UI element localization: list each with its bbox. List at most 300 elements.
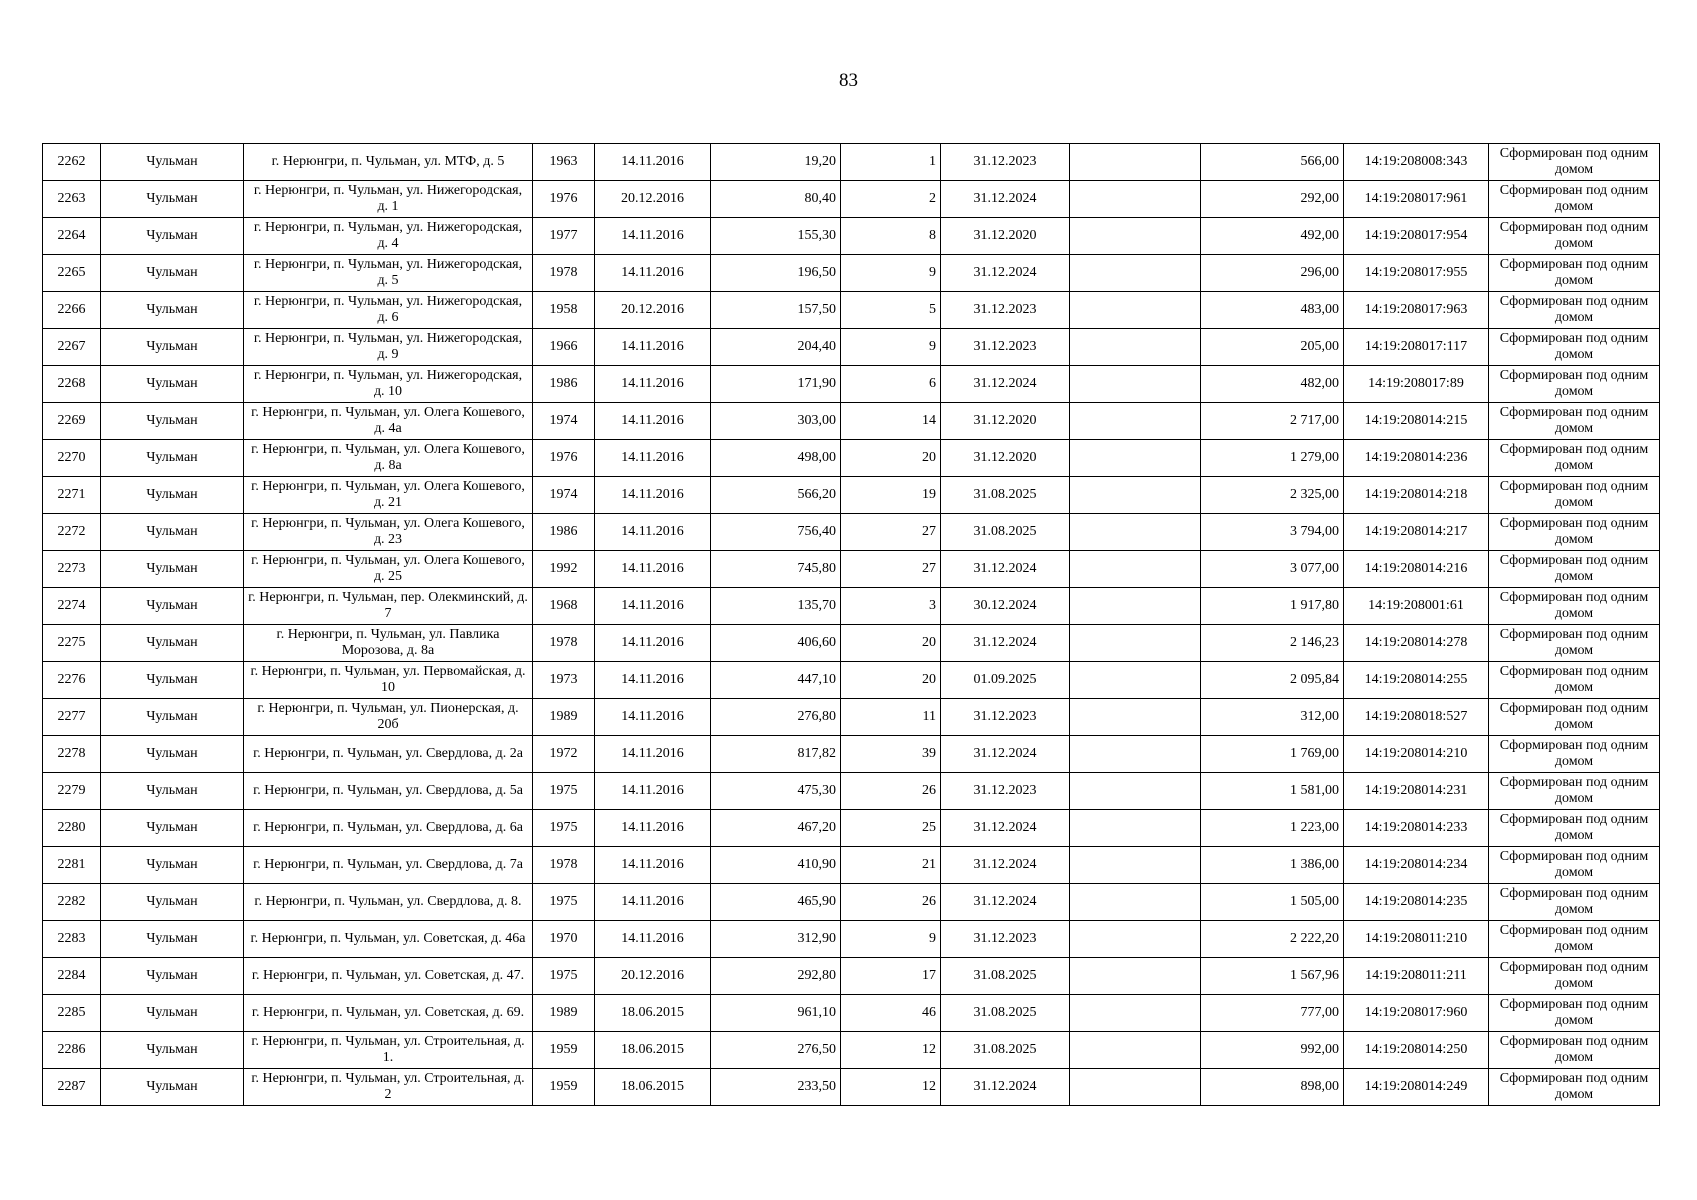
count-cell: 8	[841, 218, 941, 255]
deadline-cell: 31.08.2025	[941, 514, 1070, 551]
count-cell: 20	[841, 625, 941, 662]
cadastral-number-cell: 14:19:208011:210	[1344, 921, 1489, 958]
status-cell: Сформирован под одним домом	[1489, 995, 1660, 1032]
cadastral-number-cell: 14:19:208017:117	[1344, 329, 1489, 366]
empty-cell	[1070, 366, 1201, 403]
area-cell: 447,10	[711, 662, 841, 699]
settlement-cell: Чульман	[101, 144, 244, 181]
amount-cell: 1 769,00	[1201, 736, 1344, 773]
area-cell: 80,40	[711, 181, 841, 218]
amount-cell: 2 095,84	[1201, 662, 1344, 699]
area-cell: 312,90	[711, 921, 841, 958]
settlement-cell: Чульман	[101, 773, 244, 810]
empty-cell	[1070, 181, 1201, 218]
address-cell: г. Нерюнгри, п. Чульман, ул. Свердлова, д. 5а	[244, 773, 533, 810]
amount-cell: 1 917,80	[1201, 588, 1344, 625]
year-cell: 1986	[533, 514, 595, 551]
count-cell: 20	[841, 440, 941, 477]
settlement-cell: Чульман	[101, 625, 244, 662]
amount-cell: 1 386,00	[1201, 847, 1344, 884]
status-cell: Сформирован под одним домом	[1489, 1069, 1660, 1106]
amount-cell: 992,00	[1201, 1032, 1344, 1069]
date-cell: 14.11.2016	[595, 403, 711, 440]
cadastral-number-cell: 14:19:208014:235	[1344, 884, 1489, 921]
count-cell: 14	[841, 403, 941, 440]
count-cell: 21	[841, 847, 941, 884]
table-row	[43, 773, 1660, 810]
date-cell: 14.11.2016	[595, 255, 711, 292]
table-row	[43, 588, 1660, 625]
settlement-cell: Чульман	[101, 810, 244, 847]
year-cell: 1959	[533, 1069, 595, 1106]
status-cell: Сформирован под одним домом	[1489, 403, 1660, 440]
area-cell: 19,20	[711, 144, 841, 181]
deadline-cell: 31.08.2025	[941, 477, 1070, 514]
deadline-cell: 31.12.2024	[941, 847, 1070, 884]
year-cell: 1976	[533, 181, 595, 218]
cadastral-number-cell: 14:19:208008:343	[1344, 144, 1489, 181]
area-cell: 233,50	[711, 1069, 841, 1106]
count-cell: 26	[841, 884, 941, 921]
status-cell: Сформирован под одним домом	[1489, 366, 1660, 403]
area-cell: 292,80	[711, 958, 841, 995]
status-cell: Сформирован под одним домом	[1489, 218, 1660, 255]
deadline-cell: 31.12.2024	[941, 181, 1070, 218]
table-row	[43, 736, 1660, 773]
area-cell: 157,50	[711, 292, 841, 329]
table-row	[43, 551, 1660, 588]
table-row	[43, 810, 1660, 847]
cadastral-number-cell: 14:19:208014:217	[1344, 514, 1489, 551]
year-cell: 1958	[533, 292, 595, 329]
status-cell: Сформирован под одним домом	[1489, 773, 1660, 810]
status-cell: Сформирован под одним домом	[1489, 847, 1660, 884]
settlement-cell: Чульман	[101, 736, 244, 773]
address-cell: г. Нерюнгри, п. Чульман, ул. Советская, д. 69.	[244, 995, 533, 1032]
area-cell: 745,80	[711, 551, 841, 588]
status-cell: Сформирован под одним домом	[1489, 699, 1660, 736]
table-row	[43, 329, 1660, 366]
empty-cell	[1070, 699, 1201, 736]
date-cell: 20.12.2016	[595, 958, 711, 995]
deadline-cell: 31.12.2023	[941, 292, 1070, 329]
settlement-cell: Чульман	[101, 329, 244, 366]
empty-cell	[1070, 218, 1201, 255]
table-row	[43, 1032, 1660, 1069]
date-cell: 14.11.2016	[595, 847, 711, 884]
status-cell: Сформирован под одним домом	[1489, 588, 1660, 625]
settlement-cell: Чульман	[101, 884, 244, 921]
count-cell: 25	[841, 810, 941, 847]
settlement-cell: Чульман	[101, 995, 244, 1032]
deadline-cell: 31.12.2024	[941, 736, 1070, 773]
address-cell: г. Нерюнгри, п. Чульман, пер. Олекминский, д. 7	[244, 588, 533, 625]
amount-cell: 2 717,00	[1201, 403, 1344, 440]
row-number-cell: 2286	[43, 1032, 101, 1069]
row-number-cell: 2277	[43, 699, 101, 736]
status-cell: Сформирован под одним домом	[1489, 662, 1660, 699]
year-cell: 1977	[533, 218, 595, 255]
table-row	[43, 921, 1660, 958]
address-cell: г. Нерюнгри, п. Чульман, ул. Советская, д. 47.	[244, 958, 533, 995]
page-number: 83	[839, 70, 858, 91]
empty-cell	[1070, 995, 1201, 1032]
settlement-cell: Чульман	[101, 1069, 244, 1106]
year-cell: 1978	[533, 847, 595, 884]
empty-cell	[1070, 588, 1201, 625]
amount-cell: 205,00	[1201, 329, 1344, 366]
deadline-cell: 01.09.2025	[941, 662, 1070, 699]
row-number-cell: 2268	[43, 366, 101, 403]
empty-cell	[1070, 292, 1201, 329]
count-cell: 46	[841, 995, 941, 1032]
count-cell: 9	[841, 921, 941, 958]
date-cell: 14.11.2016	[595, 921, 711, 958]
count-cell: 11	[841, 699, 941, 736]
settlement-cell: Чульман	[101, 218, 244, 255]
cadastral-number-cell: 14:19:208014:210	[1344, 736, 1489, 773]
deadline-cell: 31.12.2020	[941, 403, 1070, 440]
year-cell: 1975	[533, 773, 595, 810]
cadastral-number-cell: 14:19:208017:89	[1344, 366, 1489, 403]
settlement-cell: Чульман	[101, 366, 244, 403]
area-cell: 196,50	[711, 255, 841, 292]
year-cell: 1966	[533, 329, 595, 366]
cadastral-number-cell: 14:19:208017:955	[1344, 255, 1489, 292]
address-cell: г. Нерюнгри, п. Чульман, ул. Павлика Морозова, д. 8а	[244, 625, 533, 662]
cadastral-number-cell: 14:19:208014:249	[1344, 1069, 1489, 1106]
status-cell: Сформирован под одним домом	[1489, 1032, 1660, 1069]
empty-cell	[1070, 958, 1201, 995]
cadastral-number-cell: 14:19:208017:954	[1344, 218, 1489, 255]
settlement-cell: Чульман	[101, 181, 244, 218]
settlement-cell: Чульман	[101, 477, 244, 514]
table-row	[43, 995, 1660, 1032]
address-cell: г. Нерюнгри, п. Чульман, ул. Нижегородская, д. 4	[244, 218, 533, 255]
area-cell: 475,30	[711, 773, 841, 810]
count-cell: 27	[841, 551, 941, 588]
status-cell: Сформирован под одним домом	[1489, 958, 1660, 995]
empty-cell	[1070, 255, 1201, 292]
deadline-cell: 31.08.2025	[941, 1032, 1070, 1069]
year-cell: 1973	[533, 662, 595, 699]
empty-cell	[1070, 1032, 1201, 1069]
settlement-cell: Чульман	[101, 440, 244, 477]
count-cell: 2	[841, 181, 941, 218]
year-cell: 1974	[533, 403, 595, 440]
settlement-cell: Чульман	[101, 551, 244, 588]
row-number-cell: 2282	[43, 884, 101, 921]
settlement-cell: Чульман	[101, 255, 244, 292]
row-number-cell: 2284	[43, 958, 101, 995]
deadline-cell: 31.12.2024	[941, 625, 1070, 662]
address-cell: г. Нерюнгри, п. Чульман, ул. Первомайская, д. 10	[244, 662, 533, 699]
amount-cell: 2 146,23	[1201, 625, 1344, 662]
cadastral-number-cell: 14:19:208017:963	[1344, 292, 1489, 329]
cadastral-number-cell: 14:19:208001:61	[1344, 588, 1489, 625]
address-cell: г. Нерюнгри, п. Чульман, ул. Олега Кошевого, д. 25	[244, 551, 533, 588]
empty-cell	[1070, 551, 1201, 588]
settlement-cell: Чульман	[101, 662, 244, 699]
year-cell: 1978	[533, 625, 595, 662]
address-cell: г. Нерюнгри, п. Чульман, ул. Свердлова, д. 7а	[244, 847, 533, 884]
cadastral-number-cell: 14:19:208014:216	[1344, 551, 1489, 588]
cadastral-number-cell: 14:19:208014:233	[1344, 810, 1489, 847]
table-row	[43, 958, 1660, 995]
address-cell: г. Нерюнгри, п. Чульман, ул. Строительная, д. 2	[244, 1069, 533, 1106]
date-cell: 14.11.2016	[595, 884, 711, 921]
empty-cell	[1070, 625, 1201, 662]
year-cell: 1959	[533, 1032, 595, 1069]
area-cell: 498,00	[711, 440, 841, 477]
cadastral-number-cell: 14:19:208017:960	[1344, 995, 1489, 1032]
row-number-cell: 2276	[43, 662, 101, 699]
row-number-cell: 2269	[43, 403, 101, 440]
year-cell: 1989	[533, 995, 595, 1032]
empty-cell	[1070, 773, 1201, 810]
area-cell: 276,50	[711, 1032, 841, 1069]
status-cell: Сформирован под одним домом	[1489, 514, 1660, 551]
date-cell: 14.11.2016	[595, 699, 711, 736]
deadline-cell: 31.12.2024	[941, 366, 1070, 403]
cadastral-number-cell: 14:19:208014:215	[1344, 403, 1489, 440]
row-number-cell: 2280	[43, 810, 101, 847]
date-cell: 14.11.2016	[595, 440, 711, 477]
settlement-cell: Чульман	[101, 588, 244, 625]
year-cell: 1963	[533, 144, 595, 181]
area-cell: 303,00	[711, 403, 841, 440]
deadline-cell: 31.12.2020	[941, 440, 1070, 477]
empty-cell	[1070, 477, 1201, 514]
empty-cell	[1070, 1069, 1201, 1106]
table-row	[43, 181, 1660, 218]
year-cell: 1975	[533, 958, 595, 995]
cadastral-number-cell: 14:19:208011:211	[1344, 958, 1489, 995]
deadline-cell: 31.12.2023	[941, 699, 1070, 736]
date-cell: 14.11.2016	[595, 477, 711, 514]
row-number-cell: 2274	[43, 588, 101, 625]
row-number-cell: 2279	[43, 773, 101, 810]
amount-cell: 292,00	[1201, 181, 1344, 218]
year-cell: 1975	[533, 884, 595, 921]
year-cell: 1972	[533, 736, 595, 773]
row-number-cell: 2266	[43, 292, 101, 329]
deadline-cell: 31.12.2024	[941, 551, 1070, 588]
year-cell: 1976	[533, 440, 595, 477]
area-cell: 204,40	[711, 329, 841, 366]
empty-cell	[1070, 514, 1201, 551]
table-row	[43, 477, 1660, 514]
cadastral-number-cell: 14:19:208014:255	[1344, 662, 1489, 699]
area-cell: 171,90	[711, 366, 841, 403]
count-cell: 19	[841, 477, 941, 514]
area-cell: 406,60	[711, 625, 841, 662]
deadline-cell: 31.12.2024	[941, 1069, 1070, 1106]
count-cell: 9	[841, 255, 941, 292]
date-cell: 14.11.2016	[595, 625, 711, 662]
year-cell: 1974	[533, 477, 595, 514]
date-cell: 14.11.2016	[595, 329, 711, 366]
deadline-cell: 31.12.2024	[941, 255, 1070, 292]
address-cell: г. Нерюнгри, п. Чульман, ул. Свердлова, д. 6а	[244, 810, 533, 847]
row-number-cell: 2267	[43, 329, 101, 366]
amount-cell: 1 567,96	[1201, 958, 1344, 995]
cadastral-number-cell: 14:19:208017:961	[1344, 181, 1489, 218]
status-cell: Сформирован под одним домом	[1489, 440, 1660, 477]
cadastral-number-cell: 14:19:208014:234	[1344, 847, 1489, 884]
date-cell: 14.11.2016	[595, 144, 711, 181]
count-cell: 9	[841, 329, 941, 366]
deadline-cell: 31.08.2025	[941, 958, 1070, 995]
table-row	[43, 884, 1660, 921]
area-cell: 566,20	[711, 477, 841, 514]
address-cell: г. Нерюнгри, п. Чульман, ул. Нижегородская, д. 9	[244, 329, 533, 366]
deadline-cell: 31.12.2023	[941, 144, 1070, 181]
housing-registry-table	[42, 143, 1660, 1106]
area-cell: 756,40	[711, 514, 841, 551]
count-cell: 12	[841, 1069, 941, 1106]
amount-cell: 312,00	[1201, 699, 1344, 736]
area-cell: 410,90	[711, 847, 841, 884]
address-cell: г. Нерюнгри, п. Чульман, ул. Строительная, д. 1.	[244, 1032, 533, 1069]
row-number-cell: 2273	[43, 551, 101, 588]
empty-cell	[1070, 810, 1201, 847]
table-row	[43, 662, 1660, 699]
status-cell: Сформирован под одним домом	[1489, 884, 1660, 921]
status-cell: Сформирован под одним домом	[1489, 810, 1660, 847]
row-number-cell: 2262	[43, 144, 101, 181]
amount-cell: 1 223,00	[1201, 810, 1344, 847]
row-number-cell: 2281	[43, 847, 101, 884]
empty-cell	[1070, 884, 1201, 921]
status-cell: Сформирован под одним домом	[1489, 292, 1660, 329]
address-cell: г. Нерюнгри, п. Чульман, ул. Олега Кошевого, д. 23	[244, 514, 533, 551]
status-cell: Сформирован под одним домом	[1489, 921, 1660, 958]
area-cell: 467,20	[711, 810, 841, 847]
table-body	[43, 144, 1660, 1106]
status-cell: Сформирован под одним домом	[1489, 255, 1660, 292]
settlement-cell: Чульман	[101, 1032, 244, 1069]
status-cell: Сформирован под одним домом	[1489, 736, 1660, 773]
cadastral-number-cell: 14:19:208014:250	[1344, 1032, 1489, 1069]
deadline-cell: 30.12.2024	[941, 588, 1070, 625]
date-cell: 14.11.2016	[595, 366, 711, 403]
date-cell: 14.11.2016	[595, 810, 711, 847]
amount-cell: 482,00	[1201, 366, 1344, 403]
settlement-cell: Чульман	[101, 958, 244, 995]
address-cell: г. Нерюнгри, п. Чульман, ул. Свердлова, д. 2а	[244, 736, 533, 773]
year-cell: 1978	[533, 255, 595, 292]
count-cell: 27	[841, 514, 941, 551]
address-cell: г. Нерюнгри, п. Чульман, ул. Советская, д. 46а	[244, 921, 533, 958]
table-row	[43, 514, 1660, 551]
cadastral-number-cell: 14:19:208014:236	[1344, 440, 1489, 477]
table-row	[43, 255, 1660, 292]
area-cell: 961,10	[711, 995, 841, 1032]
settlement-cell: Чульман	[101, 514, 244, 551]
row-number-cell: 2275	[43, 625, 101, 662]
year-cell: 1970	[533, 921, 595, 958]
count-cell: 39	[841, 736, 941, 773]
count-cell: 26	[841, 773, 941, 810]
cadastral-number-cell: 14:19:208014:278	[1344, 625, 1489, 662]
amount-cell: 3 077,00	[1201, 551, 1344, 588]
count-cell: 1	[841, 144, 941, 181]
area-cell: 465,90	[711, 884, 841, 921]
table-row	[43, 366, 1660, 403]
empty-cell	[1070, 662, 1201, 699]
status-cell: Сформирован под одним домом	[1489, 181, 1660, 218]
table-row	[43, 699, 1660, 736]
address-cell: г. Нерюнгри, п. Чульман, ул. Свердлова, д. 8.	[244, 884, 533, 921]
settlement-cell: Чульман	[101, 847, 244, 884]
area-cell: 817,82	[711, 736, 841, 773]
date-cell: 14.11.2016	[595, 588, 711, 625]
cadastral-number-cell: 14:19:208018:527	[1344, 699, 1489, 736]
table-row	[43, 403, 1660, 440]
year-cell: 1986	[533, 366, 595, 403]
table-row	[43, 440, 1660, 477]
deadline-cell: 31.12.2020	[941, 218, 1070, 255]
deadline-cell: 31.12.2024	[941, 884, 1070, 921]
deadline-cell: 31.12.2023	[941, 921, 1070, 958]
date-cell: 14.11.2016	[595, 514, 711, 551]
year-cell: 1968	[533, 588, 595, 625]
date-cell: 14.11.2016	[595, 662, 711, 699]
settlement-cell: Чульман	[101, 292, 244, 329]
row-number-cell: 2265	[43, 255, 101, 292]
amount-cell: 1 505,00	[1201, 884, 1344, 921]
year-cell: 1992	[533, 551, 595, 588]
address-cell: г. Нерюнгри, п. Чульман, ул. Нижегородская, д. 5	[244, 255, 533, 292]
amount-cell: 1 581,00	[1201, 773, 1344, 810]
year-cell: 1989	[533, 699, 595, 736]
date-cell: 18.06.2015	[595, 995, 711, 1032]
address-cell: г. Нерюнгри, п. Чульман, ул. Нижегородская, д. 10	[244, 366, 533, 403]
area-cell: 276,80	[711, 699, 841, 736]
empty-cell	[1070, 921, 1201, 958]
table-row	[43, 292, 1660, 329]
address-cell: г. Нерюнгри, п. Чульман, ул. Олега Кошевого, д. 4а	[244, 403, 533, 440]
empty-cell	[1070, 847, 1201, 884]
status-cell: Сформирован под одним домом	[1489, 477, 1660, 514]
deadline-cell: 31.12.2023	[941, 773, 1070, 810]
date-cell: 14.11.2016	[595, 773, 711, 810]
date-cell: 18.06.2015	[595, 1069, 711, 1106]
row-number-cell: 2272	[43, 514, 101, 551]
area-cell: 135,70	[711, 588, 841, 625]
amount-cell: 566,00	[1201, 144, 1344, 181]
empty-cell	[1070, 736, 1201, 773]
deadline-cell: 31.12.2024	[941, 810, 1070, 847]
row-number-cell: 2285	[43, 995, 101, 1032]
count-cell: 17	[841, 958, 941, 995]
cadastral-number-cell: 14:19:208014:218	[1344, 477, 1489, 514]
count-cell: 6	[841, 366, 941, 403]
empty-cell	[1070, 144, 1201, 181]
row-number-cell: 2271	[43, 477, 101, 514]
date-cell: 20.12.2016	[595, 292, 711, 329]
empty-cell	[1070, 329, 1201, 366]
date-cell: 14.11.2016	[595, 551, 711, 588]
settlement-cell: Чульман	[101, 699, 244, 736]
row-number-cell: 2287	[43, 1069, 101, 1106]
count-cell: 12	[841, 1032, 941, 1069]
empty-cell	[1070, 403, 1201, 440]
address-cell: г. Нерюнгри, п. Чульман, ул. МТФ, д. 5	[244, 144, 533, 181]
row-number-cell: 2283	[43, 921, 101, 958]
amount-cell: 492,00	[1201, 218, 1344, 255]
